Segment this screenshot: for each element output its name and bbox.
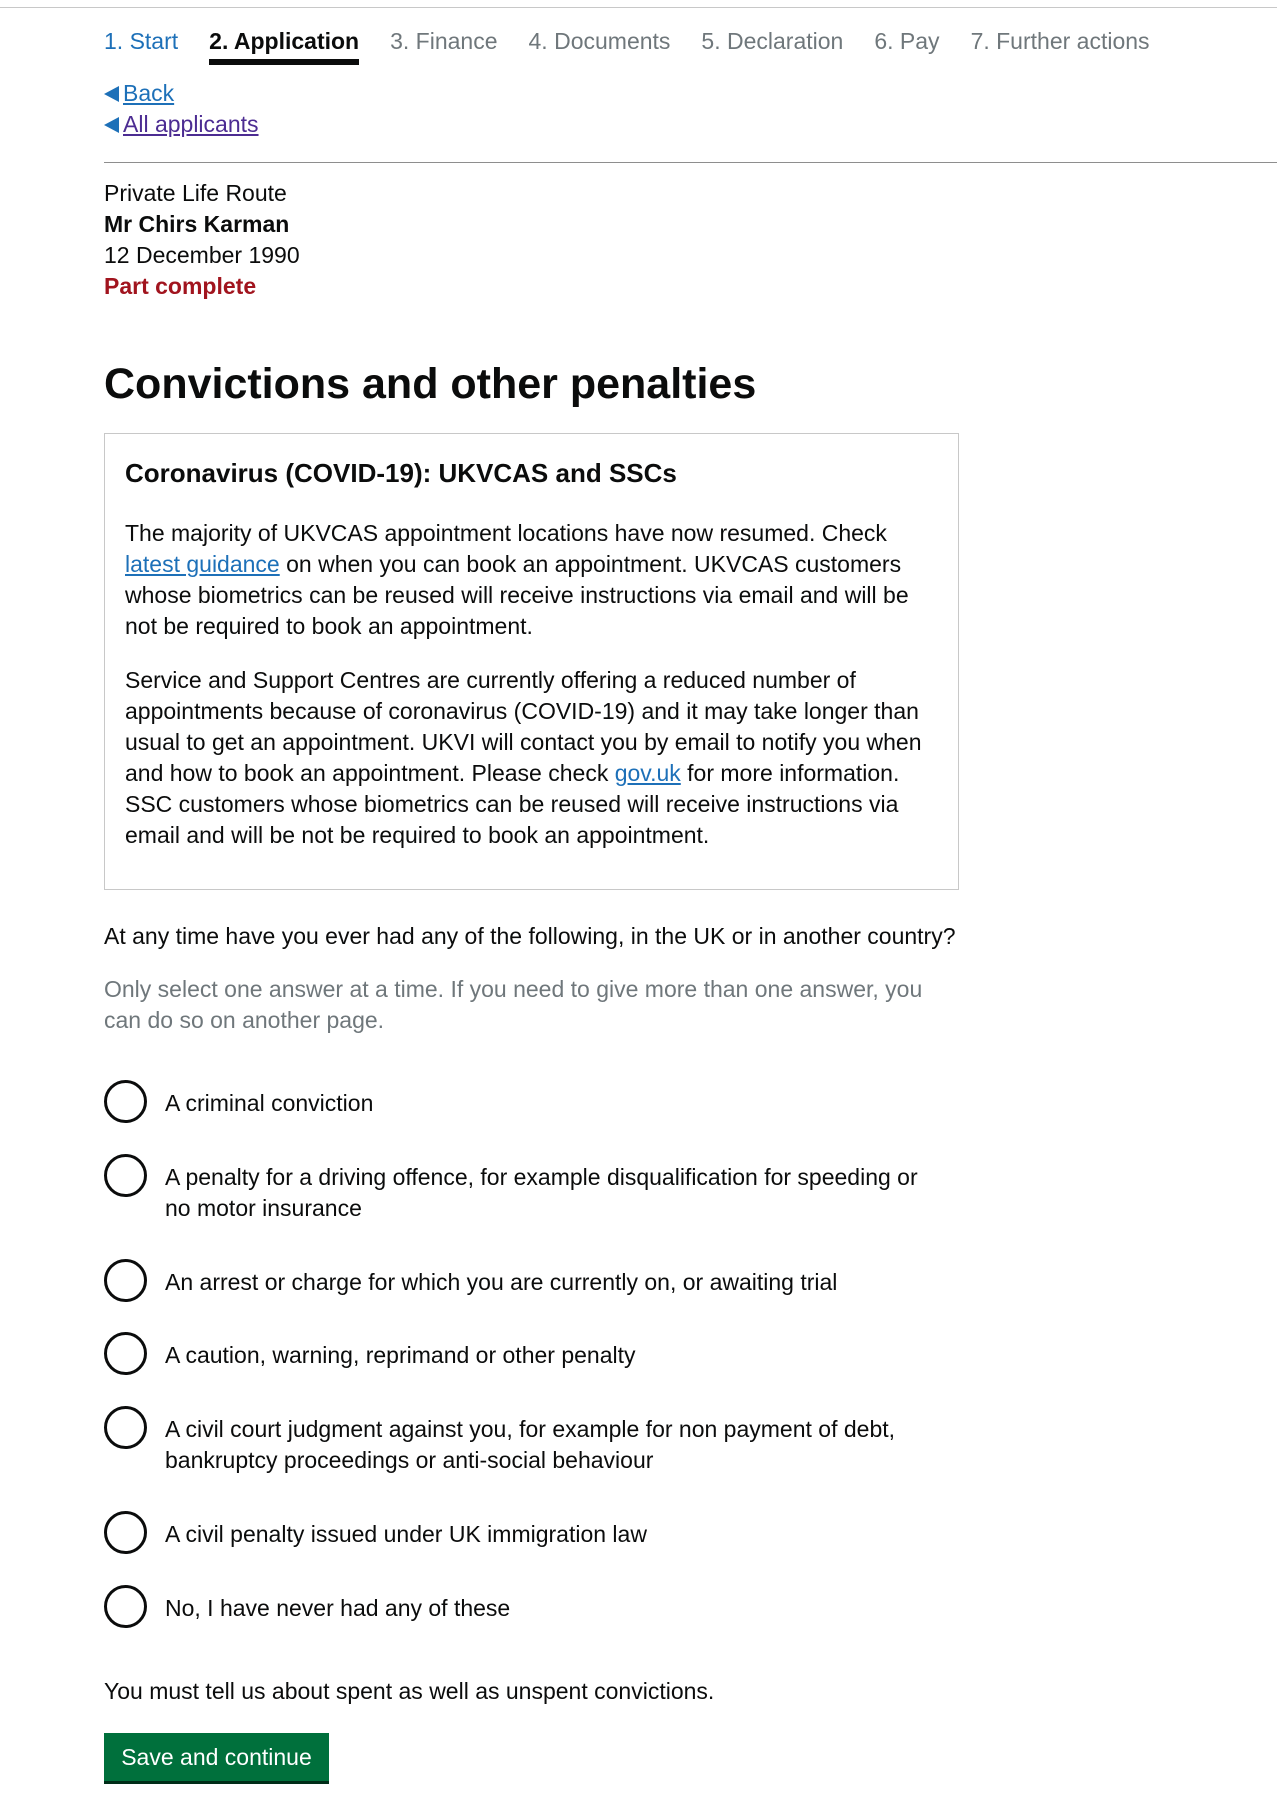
save-and-continue-button[interactable]: Save and continue — [104, 1733, 329, 1781]
applicant-dob: 12 December 1990 — [104, 242, 300, 268]
option-none[interactable] — [104, 1585, 945, 1628]
back-link[interactable] — [104, 78, 259, 109]
radio-button[interactable] — [104, 1332, 147, 1375]
option-arrest-or-charge[interactable] — [104, 1259, 945, 1302]
all-applicants-label: All applicants — [123, 111, 259, 137]
question-text: At any time have you ever had any of the following, in the UK or in another country? — [104, 923, 956, 949]
applicant-route: Private Life Route — [104, 180, 287, 206]
radio-button[interactable] — [104, 1154, 147, 1197]
option-label: No, I have never had any of these — [165, 1595, 511, 1621]
section-divider — [104, 162, 1277, 163]
step-pay: 6. Pay — [874, 28, 940, 54]
notice-title: Coronavirus (COVID-19): UKVCAS and SSCs — [125, 458, 677, 488]
notice-paragraph-1: The majority of UKVCAS appointment locations have now resumed. Check latest guidance on when you can book an appointment. UKVCAS customers whose biometrics can be reused will receive instructions via email and will be not be required to book an appointment. — [125, 520, 909, 639]
step-finance: 3. Finance — [390, 28, 498, 54]
step-start[interactable]: 1. Start — [104, 28, 179, 54]
option-criminal-conviction[interactable] — [104, 1080, 945, 1123]
question-hint: Only select one answer at a time. If you need to give more than one answer, you can do so on another page. — [104, 976, 923, 1033]
option-label: A caution, warning, reprimand or other penalty — [165, 1342, 636, 1368]
all-applicants-link[interactable] — [104, 109, 259, 140]
step-documents: 4. Documents — [528, 28, 671, 54]
applicant-summary — [104, 178, 300, 302]
radio-button[interactable] — [104, 1259, 147, 1302]
spent-convictions-note: You must tell us about spent as well as unspent convictions. — [104, 1678, 715, 1704]
back-arrow-icon — [104, 117, 119, 133]
gov-uk-link[interactable]: gov.uk — [614, 760, 681, 786]
applicant-name: Mr Chirs Karman — [104, 211, 290, 237]
latest-guidance-link[interactable]: latest guidance — [125, 551, 280, 577]
back-arrow-icon — [104, 86, 119, 102]
step-application: 2. Application — [209, 28, 359, 65]
option-label: A criminal conviction — [165, 1090, 374, 1116]
option-caution-warning[interactable] — [104, 1332, 945, 1375]
radio-button[interactable] — [104, 1080, 147, 1123]
radio-button[interactable] — [104, 1585, 147, 1628]
option-label: A civil court judgment against you, for example for non payment of debt, bankruptcy proceedings or anti-social behaviour — [165, 1416, 896, 1473]
covid-notice — [104, 433, 959, 890]
option-label: An arrest or charge for which you are currently on, or awaiting trial — [165, 1269, 838, 1295]
step-declaration: 5. Declaration — [701, 28, 844, 54]
back-links — [104, 78, 259, 140]
option-civil-court-judgment[interactable] — [104, 1406, 945, 1476]
notice-paragraph-2: Service and Support Centres are currently offering a reduced number of appointments because of coronavirus (COVID-19) and it may take longer than usual to get an appointment. UKVI will contact you by email to notify you when and how to book an appointment. Please check gov.uk for more information. SSC customers whose biometrics can be reused will receive instructions via email and will be not be required to book an appointment. — [125, 667, 922, 848]
top-divider — [0, 7, 1277, 8]
progress-steps — [104, 28, 1181, 65]
applicant-status: Part complete — [104, 273, 257, 299]
radio-button[interactable] — [104, 1406, 147, 1449]
option-driving-offence[interactable] — [104, 1154, 945, 1224]
back-link-label: Back — [123, 80, 175, 106]
option-civil-penalty-immigration[interactable] — [104, 1511, 945, 1554]
option-label: A penalty for a driving offence, for example disqualification for speeding or no motor insurance — [165, 1164, 918, 1221]
radio-button[interactable] — [104, 1511, 147, 1554]
step-further-actions: 7. Further actions — [970, 28, 1150, 54]
option-label: A civil penalty issued under UK immigration law — [165, 1521, 647, 1547]
page-title: Convictions and other penalties — [104, 360, 757, 408]
